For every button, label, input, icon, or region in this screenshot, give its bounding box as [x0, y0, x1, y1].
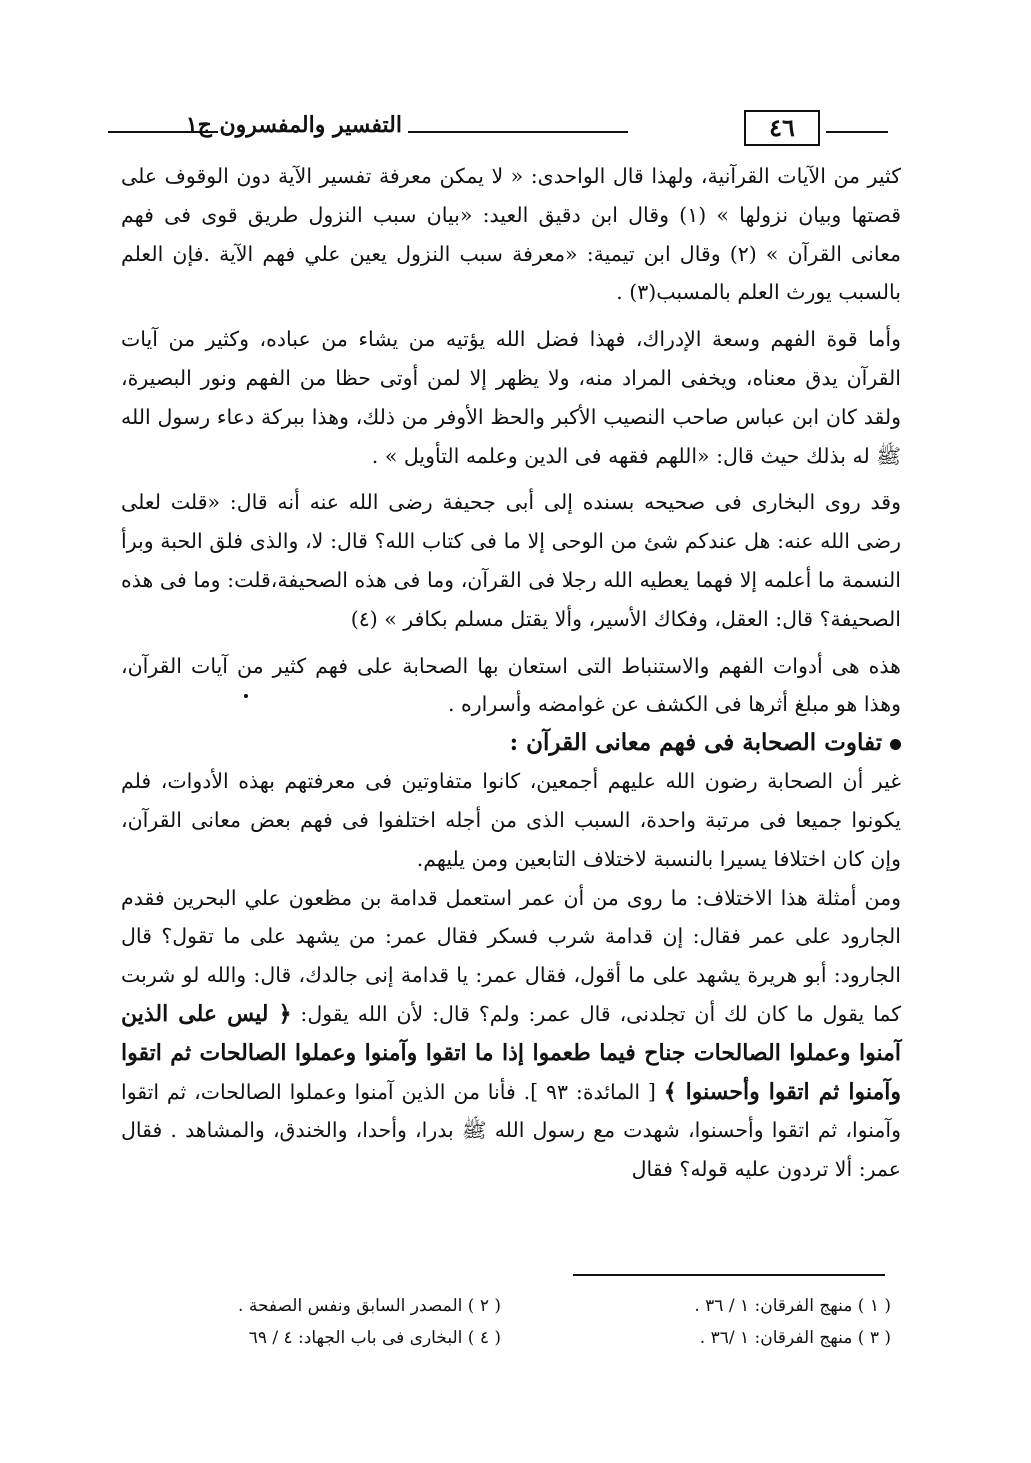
- quran-verse: ﴿ ليس على الذين آمنوا وعملوا الصالحات جناح فيما طعموا إذا ما اتقوا وآمنوا وعملوا الصالحات ثم اتقوا وآمنوا ثم اتقوا وأحسنوا ﴾: [121, 1000, 901, 1105]
- footnote-4: ( ٤ ) البخارى فى باب الجهاد: ٤ / ٦٩: [248, 1328, 501, 1348]
- paragraph: وأما قوة الفهم وسعة الإدراك، فهذا فضل الله يؤتيه من يشاء من عباده، وكثير من آيات القرآن يدق معناه، ويخفى المراد منه، ولا يظهر إلا لمن أوتى حظا من الفهم ونور البصيرة، ولقد كان ابن عباس صاحب النصيب الأكبر والحظ الأوفر من ذلك، وهذا ببركة دعاء رسول الله ﷺ له بذلك حيث قال: «اللهم فقهه فى الدين وعلمه التأويل » .: [121, 327, 901, 468]
- page-number: ٤٦: [744, 110, 820, 146]
- footnotes: [171, 1290, 891, 1354]
- bullet-icon: [890, 739, 901, 750]
- footnote-2: ( ٢ ) المصدر السابق ونفس الصفحة .: [238, 1296, 501, 1316]
- footnote-1: ( ١ ) منهج الفرقان: ١ / ٣٦ .: [694, 1296, 891, 1316]
- header-rule-right: [826, 131, 888, 133]
- footnote-separator: [573, 1274, 885, 1276]
- paragraph-continuation: فأنا من الذين آمنوا وعملوا الصالحات، ثم اتقوا وآمنوا، ثم اتقوا وأحسنوا، شهدت مع رسول الله ﷺ بدرا، وأحدا، والخندق، والمشاهد . فقال عمر: ألا تردون عليه قوله؟ فقال: [121, 1079, 901, 1182]
- page-header: [108, 110, 888, 150]
- section-heading-text: تفاوت الصحابة فى فهم معانى القرآن :: [509, 729, 882, 757]
- verse-reference: [ المائدة: ٩٣ ].: [523, 1079, 656, 1104]
- paragraph: كثير من الآيات القرآنية، ولهذا قال الواحدى: « لا يمكن معرفة تفسير الآية دون الوقوف على قصتها وبيان نزولها » (١) وقال ابن دقيق العيد: «بيان سبب النزول طريق قوى فى فهم معانى القرآن » (٢) وقال ابن تيمية: «معرفة سبب النزول يعين علي فهم الآية .فإن العلم بالسبب يورث العلم بالمسبب(٣) .: [121, 164, 901, 305]
- paragraph-text: ومن أمثلة هذا الاختلاف: ما روى من أن عمر استعمل قدامة بن مظعون علي البحرين فقدم الجارود على عمر فقال: إن قدامة شرب فسكر فقال عمر: من يشهد على ما تقول؟ قال الجارود: أبو هريرة يشهد على ما أقول، فقال عمر: يا قدامة إنى جالدك، قال: والله لو شربت كما يقول ما كان لك أن تجلدنى، قال عمر: ولم؟ قال: لأن الله يقول:: [121, 885, 901, 1026]
- header-rule-middle: [408, 131, 628, 133]
- main-text: [121, 157, 901, 1189]
- stray-dot: [244, 694, 248, 698]
- footnote-row: [171, 1290, 891, 1322]
- paragraph: وقد روى البخارى فى صحيحه بسنده إلى أبى جحيفة رضى الله عنه أنه قال: «قلت لعلى رضى الله عنه: هل عندكم شئ من الوحى إلا ما فى كتاب الله؟ قال: لا، والذى فلق الحبة وبرأ النسمة ما أعلمه إلا فهما يعطيه الله رجلا فى القرآن، وما فى هذه الصحيفة،قلت: وما فى هذه الصحيفة؟ قال: العقل، وفكاك الأسير، وألا يقتل مسلم بكافر » (٤): [121, 490, 901, 631]
- footnote-row: [171, 1322, 891, 1354]
- paragraph: غير أن الصحابة رضون الله عليهم أجمعين، كانوا متفاوتين فى معرفتهم بهذه الأدوات، فلم يكونوا جميعا فى مرتبة واحدة، السبب الذى من أجله اختلفوا فى فهم بعض معانى القرآن، وإن كان اختلافا يسيرا بالنسبة لاختلاف التابعين ومن يليهم.: [121, 769, 901, 871]
- footnote-3: ( ٣ ) منهج الفرقان: ١ /٣٦ .: [699, 1328, 891, 1348]
- running-title: التفسير والمفسرون ج١: [185, 112, 402, 138]
- paragraph: هذه هى أدوات الفهم والاستنباط التى استعان بها الصحابة على فهم كثير من آيات القرآن، وهذا هو مبلغ أثرها فى الكشف عن غوامضه وأسراره .: [121, 653, 901, 717]
- section-heading: [121, 724, 901, 762]
- paragraph-with-verse: [121, 879, 901, 1189]
